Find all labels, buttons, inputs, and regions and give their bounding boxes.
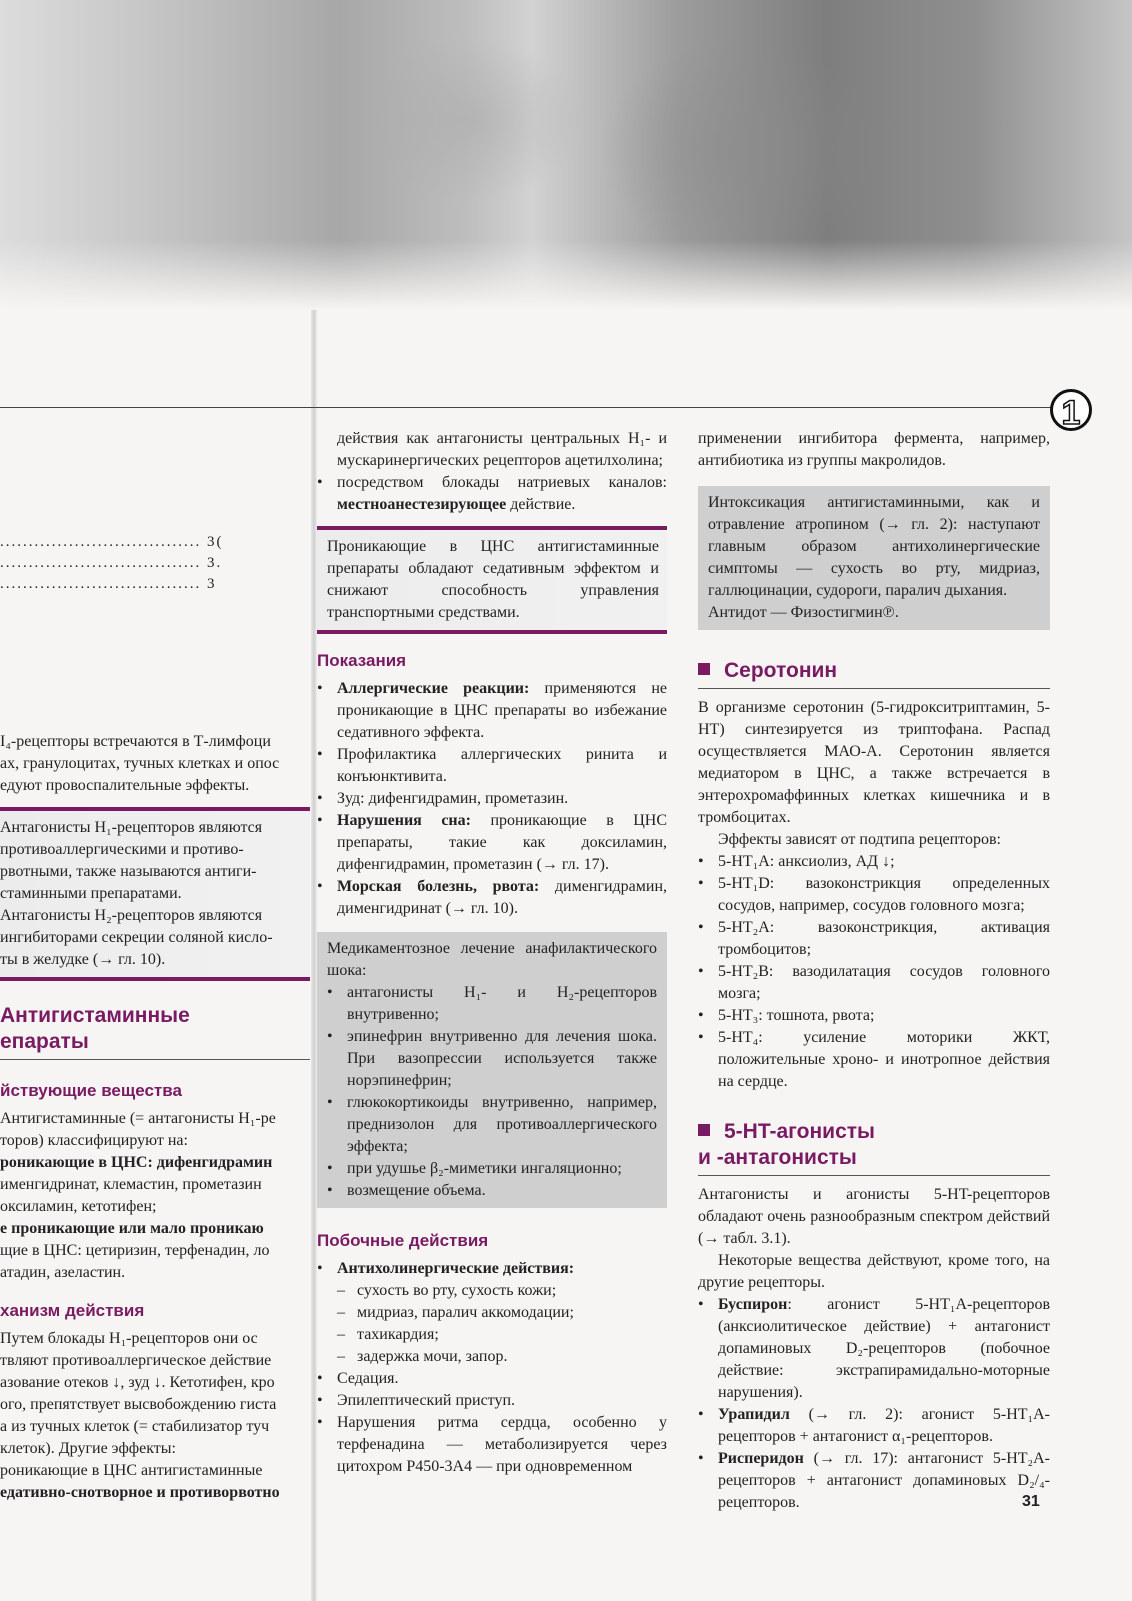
page-number: 31 bbox=[1022, 1493, 1040, 1510]
toc-fragment bbox=[0, 532, 310, 595]
text-line: ингибиторами секреции соляной кисло- bbox=[0, 929, 273, 946]
text-line: роникающие в ЦНС: дифенгидрамин bbox=[0, 1154, 273, 1171]
list-item bbox=[698, 1404, 1050, 1448]
text-line: едуют провоспалительные эффекты. bbox=[0, 777, 250, 794]
active-substances-text bbox=[0, 1108, 310, 1284]
list-item: • 5-HT₂B: вазодилатация сосудов головного мозга; bbox=[698, 961, 1050, 1005]
text-line: стаминными препаратами. bbox=[0, 885, 182, 902]
paragraph: Некоторые вещества действуют, кроме того, на другие рецепторы. bbox=[698, 1252, 1050, 1291]
bold-term: Нарушения сна: bbox=[337, 812, 471, 829]
heading-mechanism: ханизм действия bbox=[0, 1301, 145, 1320]
list-item: • 5-HT₁D: вазоконстрикция определенных сосудов, например, сосудов головного мозга; bbox=[698, 873, 1050, 917]
sub-list-item: – сухость во рту, сухость кожи; bbox=[337, 1280, 667, 1302]
text-line: торов) классифицируют на: bbox=[0, 1132, 188, 1149]
text-line: Антигистаминные (= антагонисты H₁-ре bbox=[0, 1110, 276, 1127]
text-line: щие в ЦНС: цетиризин, терфенадин, ло bbox=[0, 1242, 270, 1259]
text-span: посредством блокады натриевых каналов: bbox=[337, 474, 667, 491]
mechanism-text bbox=[0, 1328, 310, 1504]
heading-line: епараты bbox=[0, 1030, 89, 1053]
left-column bbox=[0, 532, 310, 1504]
text-line: твляют противоаллергическое действие bbox=[0, 1352, 272, 1369]
left-highlight-box bbox=[0, 807, 310, 981]
antidote-text: Антидот — Физостигмин℗. bbox=[708, 604, 899, 621]
box-title: Медикаментозное лечение анафилактического шока: bbox=[327, 940, 657, 979]
list-item bbox=[317, 678, 667, 744]
text-line: Путем блокады H₁-рецепторов они ос bbox=[0, 1330, 258, 1347]
text-line: роникающие в ЦНС антигистаминные bbox=[0, 1462, 263, 1479]
drugs-list bbox=[698, 1294, 1050, 1514]
heading-serotonin bbox=[698, 658, 1050, 689]
list-item bbox=[317, 744, 667, 788]
list-item: • при удушье β₂-миметики ингаляционно; bbox=[327, 1158, 657, 1180]
side-effects-list bbox=[317, 1258, 667, 1478]
heading-active-substances: йствующие вещества bbox=[0, 1081, 182, 1100]
sub-list-item: – задержка мочи, запор. bbox=[337, 1346, 667, 1368]
text-line: ты в желудке (→ гл. 10). bbox=[0, 951, 166, 968]
list-item bbox=[698, 1294, 1050, 1404]
list-item bbox=[317, 1258, 667, 1368]
bold-term: местноанестезирующее bbox=[337, 496, 507, 513]
heading-indications: Показания bbox=[317, 651, 407, 670]
list-item: • 5-HT₁A: анксиолиз, АД ↓; bbox=[698, 851, 1050, 873]
heading-line: и -антагонисты bbox=[698, 1146, 857, 1169]
list-item: • 5-HT₂A: вазоконстрикция, активация тромбоцитов; bbox=[698, 917, 1050, 961]
intoxication-box bbox=[698, 486, 1050, 630]
heading-text: Серотонин bbox=[724, 659, 838, 682]
list-item bbox=[698, 1448, 1050, 1514]
text-span: Профилактика аллергических ринита и конъюнктивита. bbox=[337, 746, 667, 785]
text-line: атадин, азеластин. bbox=[0, 1264, 126, 1281]
list-item-text: действия как антагонисты центральных H₁- и мускаринергических рецепторов ацетилхолина; bbox=[337, 430, 667, 469]
list-item: • 5-HT₃: тошнота, рвота; bbox=[698, 1005, 1050, 1027]
text-line: Антагонисты H₁-рецепторов являются bbox=[0, 819, 263, 836]
text-span: проникающие в ЦНС препараты, такие как доксиламин, дифенгидрамин, прометазин (→ гл. 17). bbox=[337, 812, 668, 873]
text-span: (→ гл. 2): агонист 5-HT₁A-рецепторов + антагонист α₁-рецепторов. bbox=[718, 1406, 1050, 1445]
blurred-page-top bbox=[0, 0, 1132, 310]
box-text: Интоксикация антигистаминными, как и отравление атропином (→ гл. 2): наступают главным образом антихолинергические симптомы — сухость во рту, мидриаз, галлюцинации, судороги, паралич дыхания. bbox=[708, 494, 1040, 599]
paragraph: Антагонисты и агонисты 5-HT-рецепторов обладают очень разнообразным спектром действий (→ табл. 3.1). bbox=[698, 1186, 1050, 1247]
text-line: Антагонисты H₂-рецепторов являются bbox=[0, 907, 263, 924]
list-item: • эпинефрин внутривенно для лечения шока. При вазопрессии используется также норэпинефрин; bbox=[327, 1026, 657, 1092]
heading-side-effects: Побочные действия bbox=[317, 1231, 489, 1250]
list-item: • антагонисты H₁- и H₂-рецепторов внутривенно; bbox=[327, 982, 657, 1026]
list-item bbox=[317, 788, 667, 810]
toc-line: ................................... 3. bbox=[0, 555, 223, 571]
effects-intro: Эффекты зависят от подтипа рецепторов: bbox=[718, 831, 1001, 848]
text-line: е проникающие или мало проникаю bbox=[0, 1220, 264, 1237]
heading-square-icon bbox=[698, 663, 710, 675]
heading-line: 5-HT-агонисты bbox=[724, 1120, 875, 1143]
right-column bbox=[698, 428, 1050, 1514]
toc-line: ................................... 3( bbox=[0, 534, 224, 550]
text-span: Зуд: дифенгидрамин, прометазин. bbox=[337, 790, 569, 807]
bold-term: Морская болезнь, рвота: bbox=[337, 878, 540, 895]
receptor-effects-list bbox=[698, 851, 1050, 1093]
cns-warning-box bbox=[317, 526, 667, 634]
heading-square-icon bbox=[698, 1124, 710, 1136]
toc-line: ................................... 3 bbox=[0, 576, 217, 592]
bold-term: Буспирон bbox=[718, 1296, 788, 1313]
indications-list bbox=[317, 678, 667, 920]
text-line: азование отеков ↓, зуд ↓. Кетотифен, кро bbox=[0, 1374, 275, 1391]
serotonin-paragraph: В организме серотонин (5-гидрокситриптамин, 5-HT) синтезируется из триптофана. Распад осуществляется МАО-А. Серотонин является медиатором в ЦНС, а также встречается в энтерохромаффинных клетках кишечника и в тромбоцитах. bbox=[698, 699, 1050, 826]
text-span: действие. bbox=[506, 496, 576, 513]
text-line: именгидринат, клемастин, прометазин bbox=[0, 1176, 262, 1193]
text-span: дименгидрамин, дименгидринат (→ гл. 10). bbox=[337, 878, 668, 917]
list-item: • возмещение объема. bbox=[327, 1180, 657, 1202]
left-intro bbox=[0, 731, 310, 797]
text-line: рвотными, также называются антиги- bbox=[0, 863, 257, 880]
text-line: I₄-рецепторы встречаются в Т-лимфоци bbox=[0, 733, 271, 750]
header-rule bbox=[0, 407, 1052, 408]
text-span: : агонист 5-HT₁A-рецепторов (анксиолитическое действие) + антагонист допаминовых D₂-рецепторов (побочное действие: экстрапирамидально-моторные нарушения). bbox=[718, 1296, 1050, 1401]
continued-text bbox=[317, 428, 667, 516]
bold-term: Аллергические реакции: bbox=[337, 680, 530, 697]
anaphylaxis-box bbox=[317, 932, 667, 1208]
list-item bbox=[317, 810, 667, 876]
text-line: клеток). Другие эффекты: bbox=[0, 1440, 176, 1457]
heading-line: Антигистаминные bbox=[0, 1004, 190, 1027]
continued-text: применении ингибитора фермента, например, антибиотика из группы макролидов. bbox=[698, 430, 1050, 469]
middle-column bbox=[317, 428, 667, 1478]
text-span: применяются не проникающие в ЦНС препараты во избежание седативного эффекта. bbox=[337, 680, 667, 741]
list-item: • 5-HT₄: усиление моторики ЖКТ, положительные хроно- и инотропное действия на сердце. bbox=[698, 1027, 1050, 1093]
box-text: Проникающие в ЦНС антигистаминные препараты обладают седативным эффектом и снижают способность управления транспортными средствами. bbox=[327, 538, 659, 621]
sub-list-item: – мидриаз, паралич аккомодации; bbox=[337, 1302, 667, 1324]
bold-term: Урапидил bbox=[718, 1406, 790, 1423]
bold-term: Антихолинергические действия: bbox=[337, 1260, 575, 1277]
list-item: • глюкокортикоиды внутривенно, например, преднизолон для противоаллергического эффекта; bbox=[327, 1092, 657, 1158]
text-line: а из тучных клеток (= стабилизатор туч bbox=[0, 1418, 270, 1435]
list-item: • Нарушения ритма сердца, особенно у терфенадина — метаболизируется через цитохром P450-3A4 — при одновременном bbox=[317, 1412, 667, 1478]
chapter-badge: 1 bbox=[1050, 389, 1092, 431]
text-line: ах, гранулоцитах, тучных клетках и опос bbox=[0, 755, 280, 772]
heading-antihistamines bbox=[0, 1003, 310, 1060]
text-line: ого, препятствует высвобождению гиста bbox=[0, 1396, 277, 1413]
list-item bbox=[317, 876, 667, 920]
list-item: • Эпилептический приступ. bbox=[317, 1390, 667, 1412]
text-line: противоаллергическими и противо- bbox=[0, 841, 244, 858]
text-span: (→ гл. 17): антагонист 5-HT₂A-рецепторов + антагонист допаминовых D₂/₄-рецепторов. bbox=[718, 1450, 1050, 1511]
text-line: едативно-снотворное и противорвотно bbox=[0, 1484, 280, 1501]
bold-term: Рисперидон bbox=[718, 1450, 804, 1467]
sub-list-item: – тахикардия; bbox=[337, 1324, 667, 1346]
list-item: • Седация. bbox=[317, 1368, 667, 1390]
heading-5ht-agonists bbox=[698, 1119, 1050, 1176]
list-item bbox=[317, 472, 667, 516]
text-line: оксиламин, кетотифен; bbox=[0, 1198, 157, 1215]
